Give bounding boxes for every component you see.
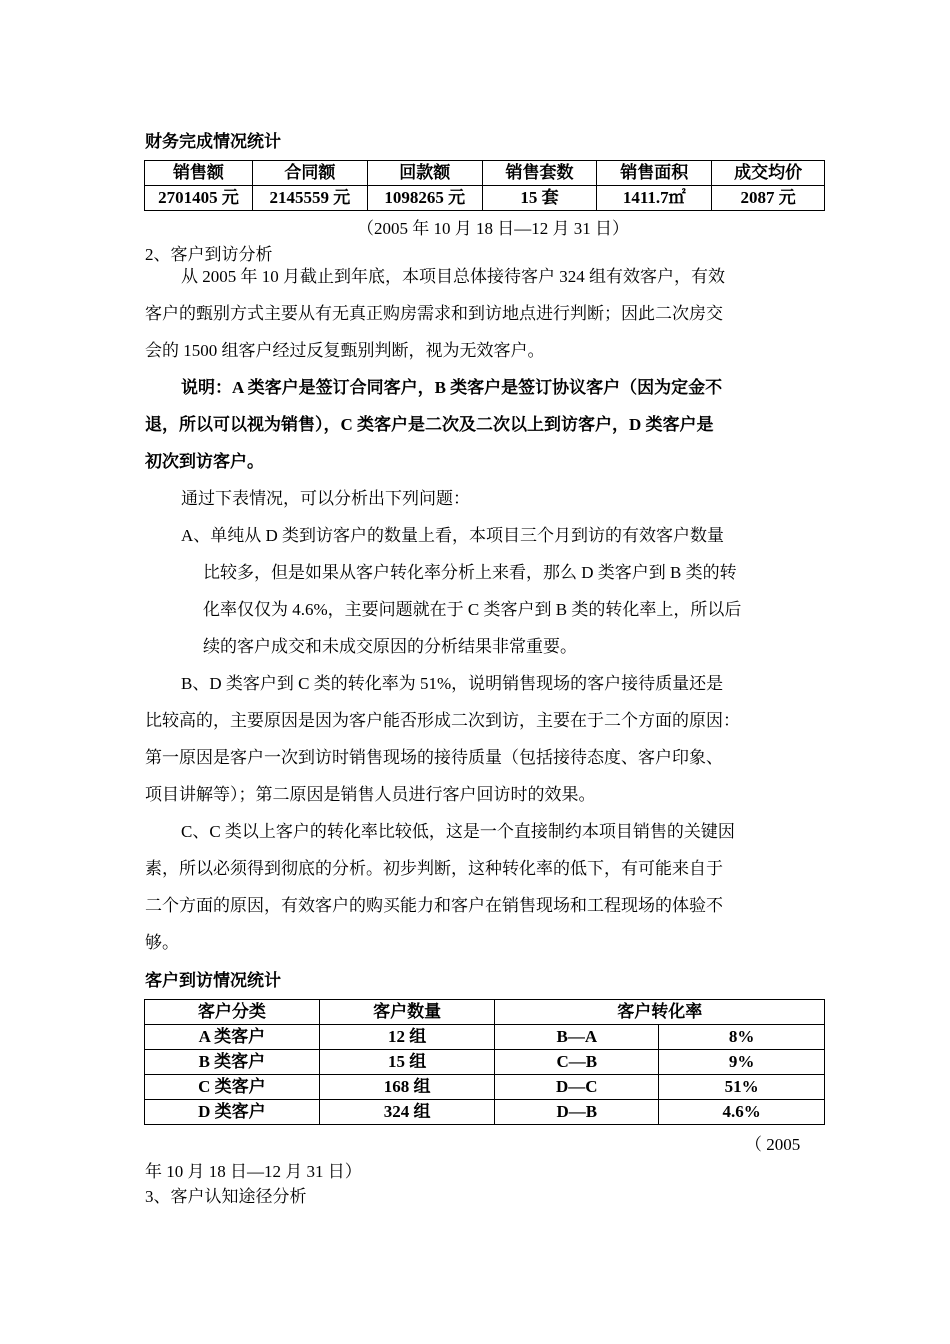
section2-body: [145, 258, 810, 961]
visits-header-row: [145, 1000, 825, 1025]
finance-value-cell: 1411.7㎡: [597, 186, 712, 211]
point-c-line: 够。: [145, 933, 179, 952]
rate-cell: 4.6%: [659, 1100, 825, 1125]
finance-value-row: [145, 186, 825, 211]
visits-period-part1: （ 2005: [745, 1135, 801, 1154]
finance-header-cell: 销售额: [145, 161, 253, 186]
finance-header-cell: 成交均价: [712, 161, 825, 186]
count-cell: 15 组: [319, 1050, 495, 1075]
point-b-line: 第一原因是客户一次到访时销售现场的接待质量（包括接待态度、客户印象、: [145, 748, 723, 767]
section3-heading: 3、客户认知途径分析: [145, 1187, 307, 1206]
path-cell: B—A: [495, 1025, 659, 1050]
count-cell: 12 组: [319, 1025, 495, 1050]
intro-line: 通过下表情况，可以分析出下列问题：: [181, 489, 470, 508]
finance-value-cell: 2145559 元: [252, 186, 367, 211]
visits-period-part2: 年 10 月 18 日—12 月 31 日）: [145, 1162, 362, 1181]
point-b-line: B、D 类客户到 C 类的转化率为 51%，说明销售现场的客户接待质量还是: [181, 674, 724, 693]
table-row: [145, 1075, 825, 1100]
finance-period: （2005 年 10 月 18 日—12 月 31 日）: [357, 219, 629, 238]
visits-header-cell: 客户数量: [319, 1000, 495, 1025]
category-cell: A 类客户: [145, 1025, 320, 1050]
finance-value-cell: 1098265 元: [367, 186, 482, 211]
path-cell: C—B: [495, 1050, 659, 1075]
finance-header-cell: 合同额: [252, 161, 367, 186]
finance-header-cell: 回款额: [367, 161, 482, 186]
note-line: 退，所以可以视为销售），C 类客户是二次及二次以上到访客户，D 类客户是: [145, 415, 714, 434]
visits-header-cell: 客户分类: [145, 1000, 320, 1025]
category-cell: D 类客户: [145, 1100, 320, 1125]
category-cell: B 类客户: [145, 1050, 320, 1075]
para1-line: 从 2005 年 10 月截止到年底，本项目总体接待客户 324 组有效客户，有效: [181, 267, 725, 286]
path-cell: D—C: [495, 1075, 659, 1100]
rate-cell: 9%: [659, 1050, 825, 1075]
section2-heading: 2、客户到访分析: [145, 245, 273, 264]
point-a-line: 比较多，但是如果从客户转化率分析上来看，那么 D 类客户到 B 类的转: [203, 563, 737, 582]
count-cell: 324 组: [319, 1100, 495, 1125]
visits-header-cell: 客户转化率: [495, 1000, 825, 1025]
finance-header-row: [145, 161, 825, 186]
point-b-line: 项目讲解等）；第二原因是销售人员进行客户回访时的效果。: [145, 785, 596, 804]
category-cell: C 类客户: [145, 1075, 320, 1100]
table-row: [145, 1100, 825, 1125]
count-cell: 168 组: [319, 1075, 495, 1100]
visits-title: 客户到访情况统计: [145, 971, 281, 990]
visits-table: [144, 999, 825, 1125]
table-row: [145, 1050, 825, 1075]
finance-header-cell: 销售面积: [597, 161, 712, 186]
finance-value-cell: 2087 元: [712, 186, 825, 211]
rate-cell: 8%: [659, 1025, 825, 1050]
finance-table: [144, 160, 825, 211]
note-line: 说明：A 类客户是签订合同客户，B 类客户是签订协议客户（因为定金不: [181, 378, 723, 397]
finance-value-cell: 15 套: [482, 186, 597, 211]
finance-header-cell: 销售套数: [482, 161, 597, 186]
rate-cell: 51%: [659, 1075, 825, 1100]
point-a-line: 续的客户成交和未成交原因的分析结果非常重要。: [203, 637, 577, 656]
note-line: 初次到访客户。: [145, 452, 264, 471]
point-c-line: 素，所以必须得到彻底的分析。初步判断，这种转化率的低下，有可能来自于: [145, 859, 723, 878]
point-c-line: C、C 类以上客户的转化率比较低，这是一个直接制约本项目销售的关键因: [181, 822, 735, 841]
point-c-line: 二个方面的原因，有效客户的购买能力和客户在销售现场和工程现场的体验不: [145, 896, 723, 915]
table-row: [145, 1025, 825, 1050]
finance-title: 财务完成情况统计: [145, 132, 281, 151]
finance-value-cell: 2701405 元: [145, 186, 253, 211]
point-a-line: 化率仅仅为 4.6%，主要问题就在于 C 类客户到 B 类的转化率上，所以后: [203, 600, 742, 619]
para1-line: 会的 1500 组客户经过反复甄别判断，视为无效客户。: [145, 341, 545, 360]
path-cell: D—B: [495, 1100, 659, 1125]
point-a-line: A、单纯从 D 类到访客户的数量上看，本项目三个月到访的有效客户数量: [181, 526, 725, 545]
point-b-line: 比较高的，主要原因是因为客户能否形成二次到访，主要在于二个方面的原因：: [145, 711, 740, 730]
para1-line: 客户的甄别方式主要从有无真正购房需求和到访地点进行判断；因此二次房交: [145, 304, 723, 323]
